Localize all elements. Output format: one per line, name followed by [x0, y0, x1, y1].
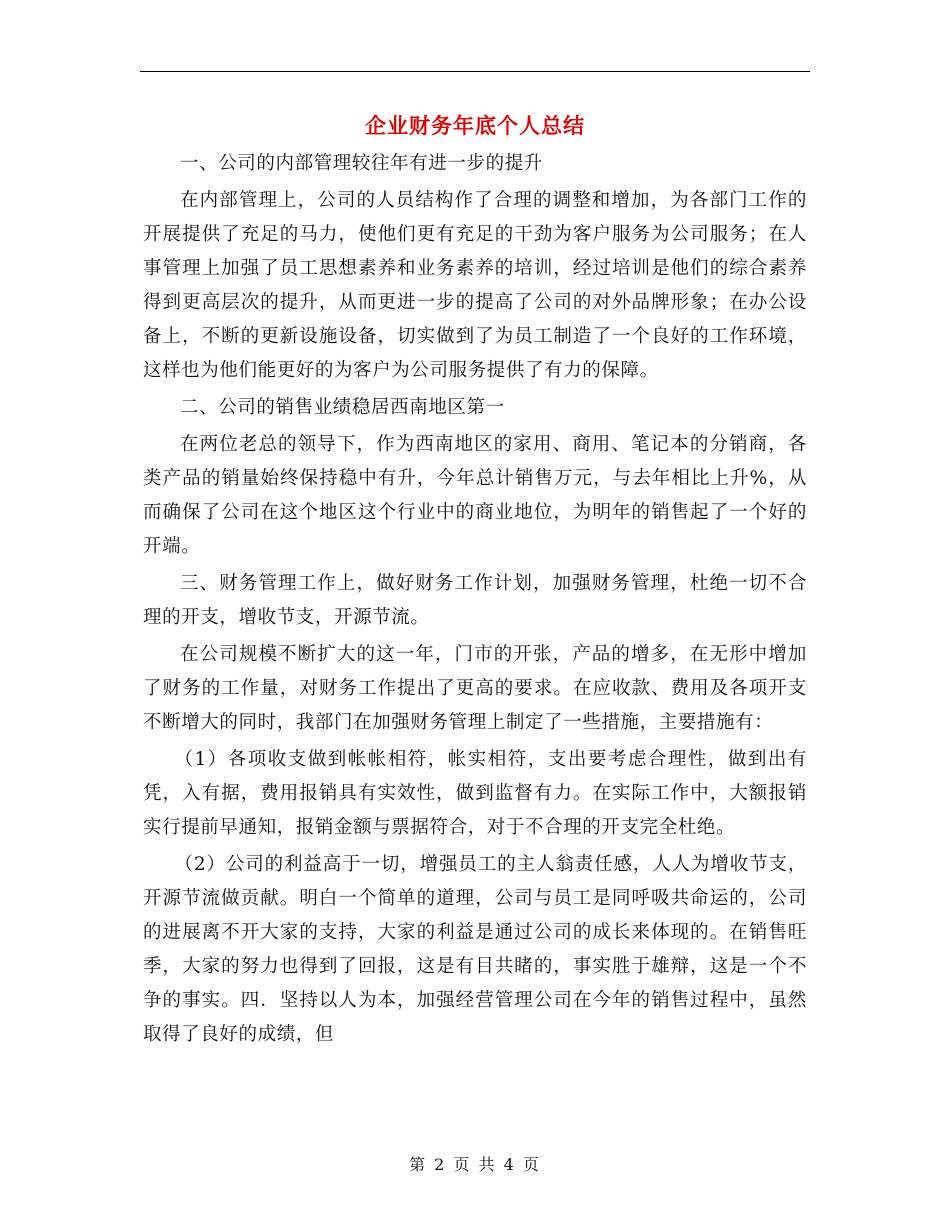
header-rule — [140, 71, 810, 72]
document-title: 企业财务年底个人总结 — [365, 113, 585, 138]
body-paragraph: 在两位老总的领导下，作为西南地区的家用、商用、笔记本的分销商，各类产品的销量始终保持稳中有升，今年总计销售万元，与去年相比上升%，从而确保了公司在这个地区这个行业中的商业地位，为明年的销售起了一个好的开端。 — [143, 434, 807, 557]
section-heading-2: 二、公司的销售业绩稳居西南地区第一 — [180, 397, 505, 418]
list-item: （1）各项收支做到帐帐相符，帐实相符，支出要考虑合理性，做到出有凭，入有据，费用报销具有实效性，做到监督有力。在实际工作中，大额报销实行提前早通知，报销金额与票据符合，对于不合理的开支完全杜绝。 — [143, 749, 807, 838]
page-number: 第 2 页 共 4 页 — [409, 1155, 541, 1174]
section-heading-1: 一、公司的内部管理较往年有进一步的提升 — [180, 153, 543, 174]
list-item: （2）公司的利益高于一切，增强员工的主人翁责任感，人人为增收节支，开源节流做贡献。明白一个简单的道理，公司与员工是同呼吸共命运的，公司的进展离不开大家的支持，大家的利益是通过公司的成长来体现的。在销售旺季，大家的努力也得到了回报，这是有目共睹的，事实胜于雄辩，这是一个不争的事实。四．坚持以人为本，加强经营管理公司在今年的销售过程中，虽然取得了良好的成绩，但 — [143, 854, 807, 1045]
section-heading-3: 三、财务管理工作上，做好财务工作计划，加强财务管理，杜绝一切不合理的开支，增收节支，开源节流。 — [143, 573, 807, 628]
body-paragraph: 在公司规模不断扩大的这一年，门市的开张，产品的增多，在无形中增加了财务的工作量，对财务工作提出了更高的要求。在应收款、费用及各项开支不断增大的同时，我部门在加强财务管理上制定了一些措施，主要措施有： — [143, 644, 807, 733]
document-body — [143, 147, 807, 1055]
body-paragraph: 在内部管理上，公司的人员结构作了合理的调整和增加，为各部门工作的开展提供了充足的马力，使他们更有充足的干劲为客户服务为公司服务；在人事管理上加强了员工思想素养和业务素养的培训，经过培训是他们的综合素养得到更高层次的提升，从而更进一步的提高了公司的对外品牌形象；在办公设备上，不断的更新设施设备，切实做到了为员工制造了一个良好的工作环境，这样也为他们能更好的为客户为公司服务提供了有力的保障。 — [143, 190, 807, 381]
